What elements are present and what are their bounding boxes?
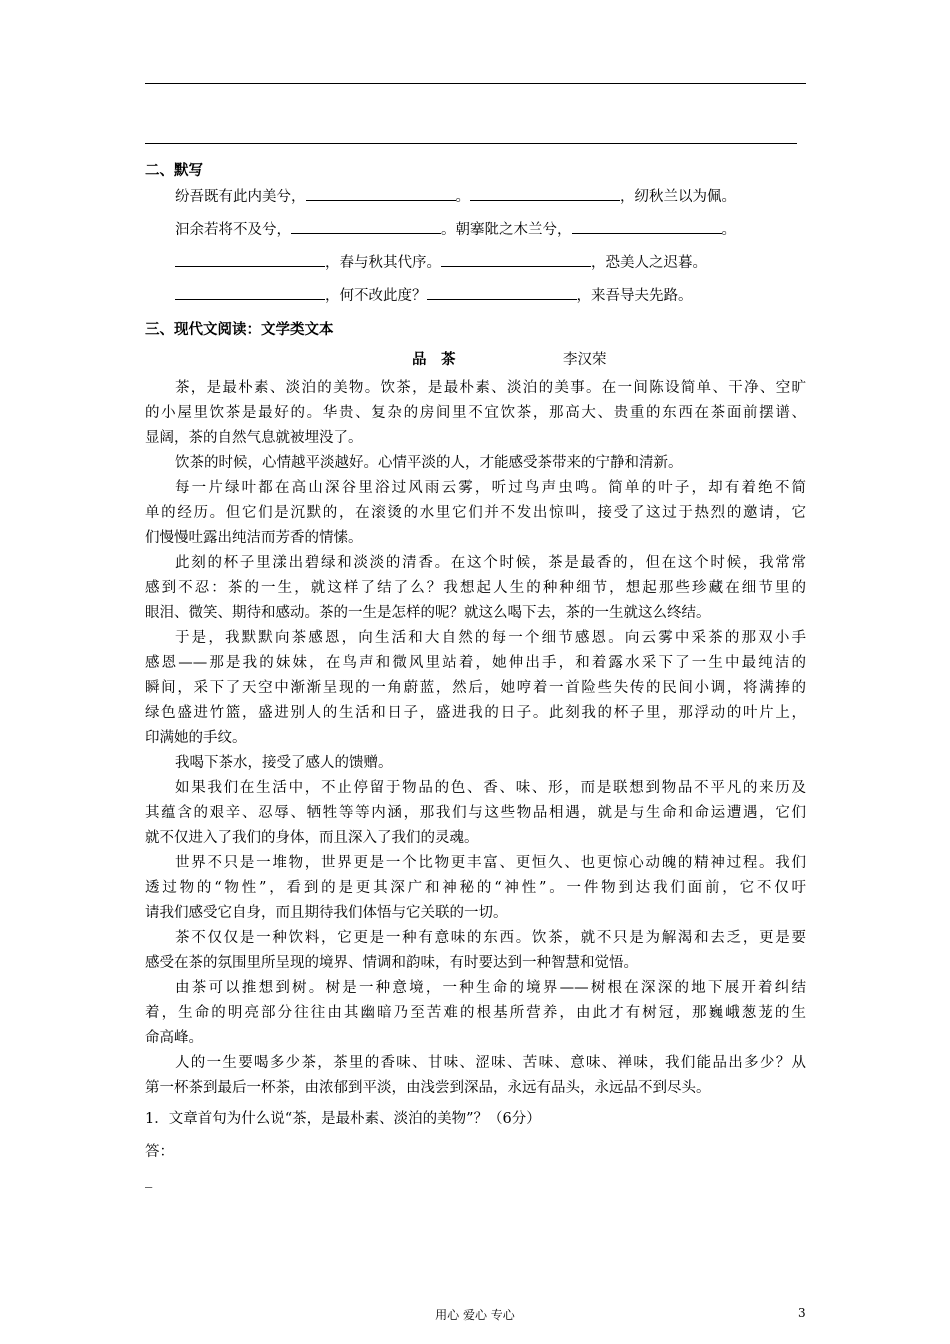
paragraph-line: 于是，我默默向茶感恩，向生活和大自然的每一个细节感恩。向云雾中采茶的那双小手	[175, 630, 806, 646]
recitation-text: ，纫秋兰以为佩。	[620, 189, 736, 205]
section3-heading: 三、现代文阅读：文学类文本	[145, 322, 334, 338]
article-title: 品 茶	[412, 352, 456, 368]
recitation-line-3	[175, 252, 707, 273]
fill-blank[interactable]	[175, 285, 325, 300]
question-1: 1．文章首句为什么说“茶，是最朴素、淡泊的美物”？（6分）	[145, 1111, 541, 1127]
recitation-line-4	[175, 285, 693, 306]
paragraph-line: 由茶可以推想到树。树是一种意境，一种生命的境界——树根在深深的地下展开着纠结	[175, 980, 806, 996]
paragraph-line: 们慢慢吐露出纯洁而芳香的情愫。	[145, 530, 363, 546]
paragraph-line: 的小屋里饮茶是最好的。华贵、复杂的房间里不宜饮茶，那高大、贵重的东西在茶面前摆谱、	[145, 405, 806, 421]
paragraph-line: 茶不仅仅是一种饮料，它更是一种有意味的东西。饮茶，就不只是为解渴和去乏，更是要	[175, 930, 806, 946]
section2-heading: 二、默写	[145, 163, 203, 179]
paragraph-line: 着，生命的明亮部分往往由其幽暗乃至苦难的根基所营养，由此才有树冠，那巍峨葱茏的生	[145, 1005, 806, 1021]
fill-blank[interactable]	[427, 285, 577, 300]
paragraph-line: 感到不忍：茶的一生，就这样了结了么？我想起人生的种种细节，想起那些珍藏在细节里的	[145, 580, 806, 596]
paragraph-line: 显阔，茶的自然气息就被埋没了。	[145, 430, 363, 446]
paragraph-line: 命高峰。	[145, 1030, 203, 1046]
fill-blank[interactable]	[470, 186, 620, 201]
paragraph-line: 单的经历。但它们是沉默的，在滚烫的水里它们并不发出惊叫，接受了这过于热烈的邀请，它	[145, 505, 806, 521]
recitation-text: 。	[721, 222, 736, 238]
fill-blank[interactable]	[175, 252, 325, 267]
paragraph-line: 感恩——那是我的妹妹，在鸟声和微风里站着，她伸出手，和着露水采下了一生中最纯洁的	[145, 655, 806, 671]
recitation-text: 纷吾既有此内美兮，	[175, 189, 306, 205]
recitation-text: ，春与秋其代序。	[325, 255, 441, 271]
paragraph-line: 瞬间，采下了天空中渐渐呈现的一角蔚蓝，然后，她哼着一首险些失传的民间小调，将满捧的	[145, 680, 806, 696]
fill-blank[interactable]	[291, 219, 441, 234]
paragraph-line: 世界不只是一堆物，世界更是一个比物更丰富、更恒久、也更惊心动魄的精神过程。我们	[175, 855, 806, 871]
recitation-text: 。	[455, 189, 470, 205]
paragraph-line: 感受在茶的氛围里所呈现的境界、情调和韵味，有时要达到一种智慧和觉悟。	[145, 955, 638, 971]
paragraph-line: 每一片绿叶都在高山深谷里浴过风雨云雾，听过鸟声虫鸣。简单的叶子，却有着绝不简	[175, 480, 806, 496]
paragraph-line: 我喝下茶水，接受了感人的馈赠。	[175, 755, 393, 771]
recitation-text: 。朝搴阰之木兰兮，	[441, 222, 572, 238]
paragraph-line: 如果我们在生活中，不止停留于物品的色、香、味、形，而是联想到物品不平凡的来历及	[175, 780, 806, 796]
paragraph-line: 印满她的手纹。	[145, 730, 247, 746]
paragraph-line: 饮茶的时候，心情越平淡越好。心情平淡的人，才能感受茶带来的宁静和清新。	[175, 455, 683, 471]
recitation-line-1	[175, 186, 736, 207]
fill-blank[interactable]	[441, 252, 591, 267]
recitation-text: ，何不改此度？	[325, 288, 427, 304]
paragraph-line: 透过物的“物性”，看到的是更其深广和神秘的“神性”。一件物到达我们面前，它不仅吁	[145, 880, 806, 896]
answer-mark: _	[145, 1172, 153, 1188]
paragraph-line: 眼泪、微笑、期待和感动。茶的一生是怎样的呢？就这么喝下去，茶的一生就这么终结。	[145, 605, 711, 621]
answer-line-2	[145, 143, 797, 144]
fill-blank[interactable]	[572, 219, 722, 234]
recitation-text: 汩余若将不及兮，	[175, 222, 291, 238]
paragraph-line: 人的一生要喝多少茶，茶里的香味、甘味、涩味、苦味、意味、禅味，我们能品出多少？从	[175, 1055, 806, 1071]
recitation-text: ，恐美人之迟暮。	[591, 255, 707, 271]
page-number: 3	[798, 1306, 806, 1320]
paragraph-line: 请我们感受它自身，而且期待我们体悟与它关联的一切。	[145, 905, 508, 921]
article-author: 李汉荣	[563, 352, 607, 368]
fill-blank[interactable]	[306, 186, 456, 201]
paragraph-line: 茶，是最朴素、淡泊的美物。饮茶，是最朴素、淡泊的美事。在一间陈设简单、干净、空旷	[175, 380, 806, 396]
answer-label: 答：	[145, 1144, 174, 1160]
paragraph-line: 就不仅进入了我们的身体，而且深入了我们的灵魂。	[145, 830, 479, 846]
paragraph-line: 其蕴含的艰辛、忍辱、牺牲等等内涵，那我们与这些物品相遇，就是与生命和命运遭遇，它们	[145, 805, 806, 821]
paragraph-line: 此刻的杯子里漾出碧绿和淡淡的清香。在这个时候，茶是最香的，但在这个时候，我常常	[175, 555, 806, 571]
paragraph-line: 绿色盛进竹篮，盛进别人的生活和日子，盛进我的日子。此刻我的杯子里，那浮动的叶片上，	[145, 705, 806, 721]
recitation-line-2	[175, 219, 736, 240]
recitation-text: ，来吾导夫先路。	[576, 288, 693, 304]
paragraph-line: 第一杯茶到最后一杯茶，由浓郁到平淡，由浅尝到深品，永远有品头，永远品不到尽头。	[145, 1080, 711, 1096]
answer-line-1	[145, 83, 806, 84]
footer-text: 用心 爱心 专心	[435, 1308, 515, 1322]
